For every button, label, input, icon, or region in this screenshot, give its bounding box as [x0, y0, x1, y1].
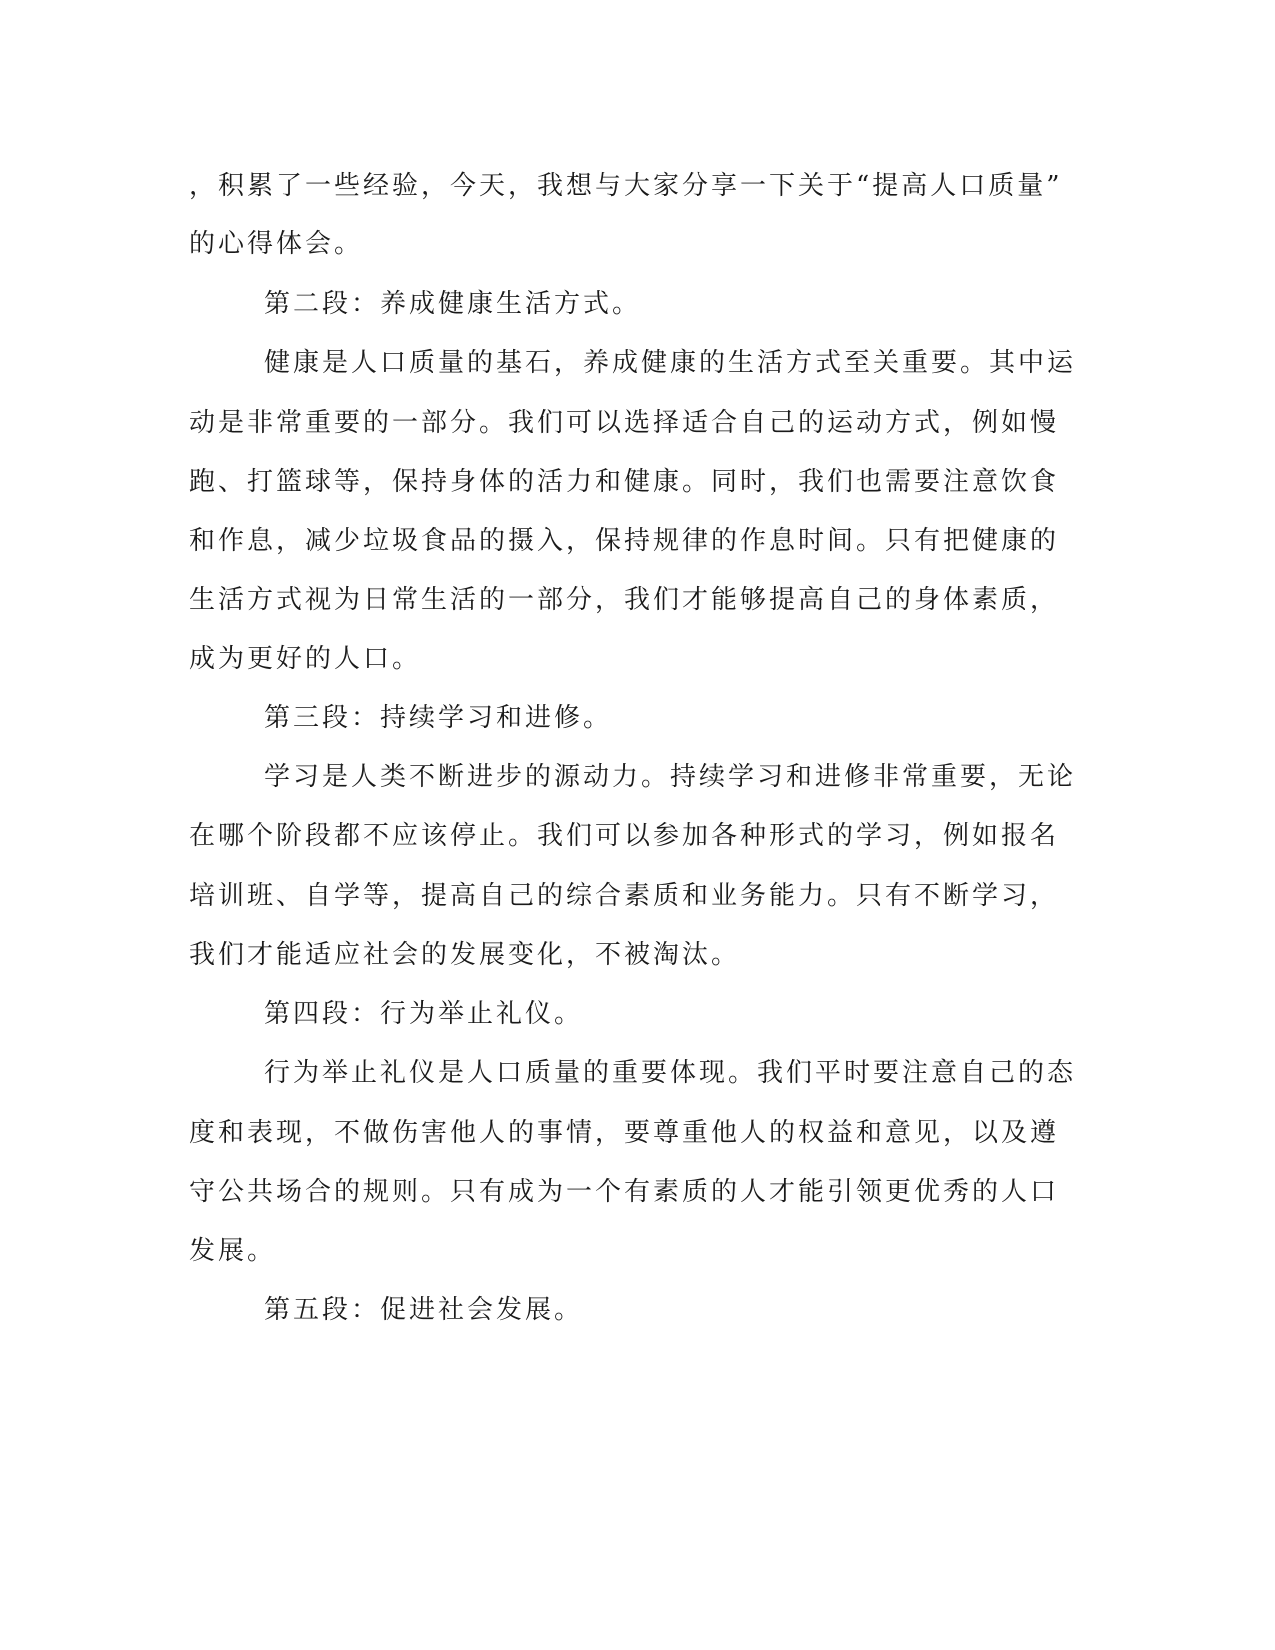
paragraph-line: 发展。 — [189, 1236, 277, 1266]
section-heading-4: 第四段：行为举止礼仪。 — [264, 999, 584, 1029]
section-heading-3: 第三段：持续学习和进修。 — [264, 703, 613, 733]
paragraph-line: 在哪个阶段都不应该停止。我们可以参加各种形式的学习，例如报名 — [189, 821, 1060, 851]
paragraph-line: 行为举止礼仪是人口质量的重要体现。我们平时要注意自己的态 — [264, 1058, 1077, 1088]
paragraph-line: 健康是人口质量的基石，养成健康的生活方式至关重要。其中运 — [264, 348, 1077, 378]
paragraph-line: 生活方式视为日常生活的一部分，我们才能够提高自己的身体素质， — [189, 585, 1060, 615]
paragraph-line: 跑、打篮球等，保持身体的活力和健康。同时，我们也需要注意饮食 — [189, 467, 1060, 497]
paragraph-line: 动是非常重要的一部分。我们可以选择适合自己的运动方式，例如慢 — [189, 408, 1060, 438]
paragraph-line: 我们才能适应社会的发展变化，不被淘汰。 — [189, 940, 741, 970]
section-heading-5: 第五段：促进社会发展。 — [264, 1295, 584, 1325]
paragraph-line: 和作息，减少垃圾食品的摄入，保持规律的作息时间。只有把健康的 — [189, 526, 1060, 556]
paragraph-line: 学习是人类不断进步的源动力。持续学习和进修非常重要，无论 — [264, 762, 1077, 792]
section-heading-2: 第二段：养成健康生活方式。 — [264, 289, 642, 319]
paragraph-line: 成为更好的人口。 — [189, 644, 422, 674]
paragraph-line: 守公共场合的规则。只有成为一个有素质的人才能引领更优秀的人口 — [189, 1177, 1060, 1207]
paragraph-line: ，积累了一些经验，今天，我想与大家分享一下关于“提高人口质量” — [189, 171, 1063, 201]
paragraph-line: 的心得体会。 — [189, 229, 364, 259]
paragraph-line: 度和表现，不做伤害他人的事情，要尊重他人的权益和意见，以及遵 — [189, 1118, 1060, 1148]
paragraph-line: 培训班、自学等，提高自己的综合素质和业务能力。只有不断学习， — [189, 881, 1060, 911]
